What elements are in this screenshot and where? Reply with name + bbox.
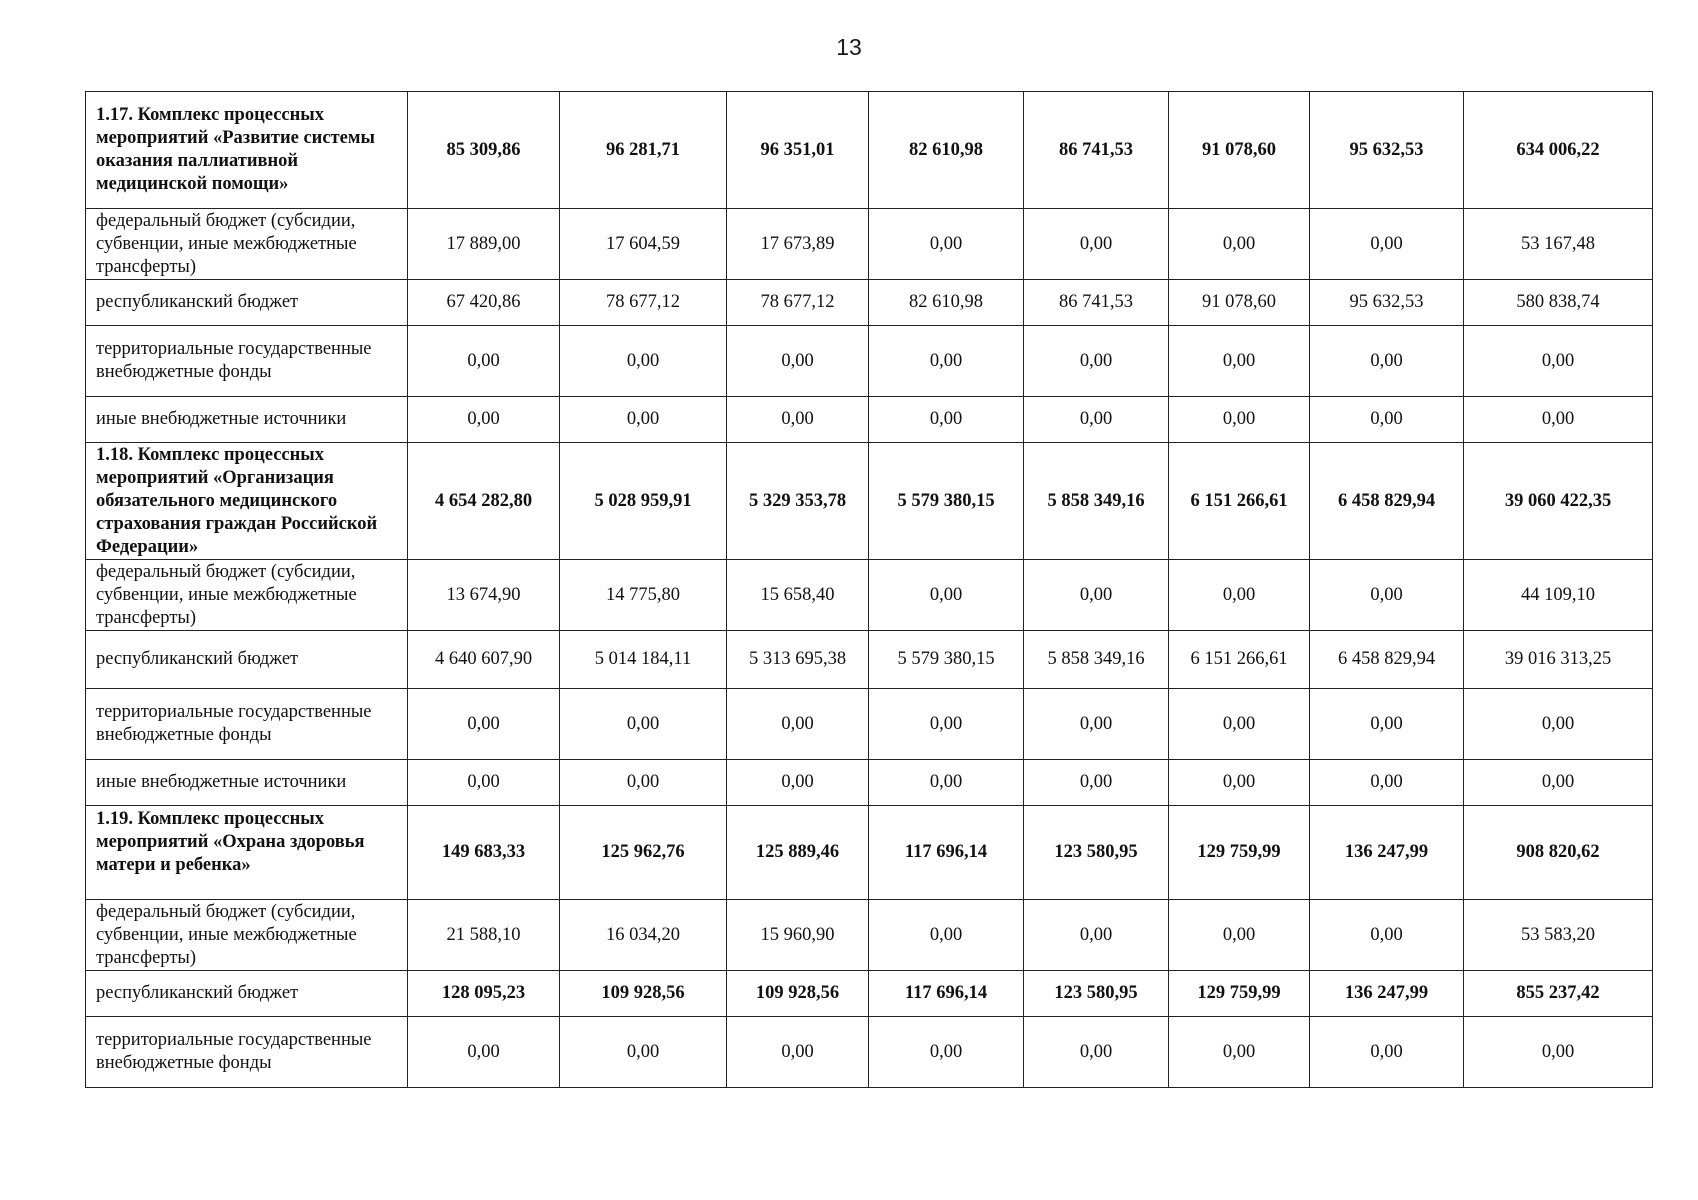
- value-cell: 129 759,99: [1169, 806, 1310, 900]
- total-cell: 634 006,22: [1464, 92, 1653, 209]
- value-cell: 0,00: [1310, 760, 1464, 806]
- value-cell: 16 034,20: [560, 900, 727, 971]
- value-cell: 0,00: [1310, 209, 1464, 280]
- table-row: [86, 631, 1653, 689]
- value-cell: 5 014 184,11: [560, 631, 727, 689]
- total-cell: 53 167,48: [1464, 209, 1653, 280]
- value-cell: 15 658,40: [727, 560, 869, 631]
- value-cell: 5 858 349,16: [1024, 443, 1169, 560]
- value-cell: 0,00: [1310, 689, 1464, 760]
- value-cell: 0,00: [1169, 560, 1310, 631]
- table-row-section: [86, 443, 1653, 560]
- total-cell: 0,00: [1464, 1017, 1653, 1088]
- row-label: республиканский бюджет: [86, 971, 408, 1017]
- row-label: 1.17. Комплекс процессных мероприятий «Развитие системы оказания паллиативной медицинской помощи»: [86, 92, 408, 209]
- value-cell: 128 095,23: [408, 971, 560, 1017]
- value-cell: 0,00: [1169, 760, 1310, 806]
- value-cell: 78 677,12: [727, 280, 869, 326]
- value-cell: 0,00: [869, 560, 1024, 631]
- row-label: территориальные государственные внебюджетные фонды: [86, 1017, 408, 1088]
- value-cell: 0,00: [1310, 397, 1464, 443]
- value-cell: 0,00: [1024, 900, 1169, 971]
- table-row: [86, 1017, 1653, 1088]
- value-cell: 82 610,98: [869, 92, 1024, 209]
- value-cell: 0,00: [869, 689, 1024, 760]
- value-cell: 0,00: [1024, 1017, 1169, 1088]
- value-cell: 91 078,60: [1169, 92, 1310, 209]
- total-cell: 855 237,42: [1464, 971, 1653, 1017]
- value-cell: 17 673,89: [727, 209, 869, 280]
- value-cell: 125 889,46: [727, 806, 869, 900]
- value-cell: 109 928,56: [560, 971, 727, 1017]
- row-label: 1.19. Комплекс процессных мероприятий «Охрана здоровья матери и ребенка»: [86, 806, 408, 900]
- value-cell: 96 351,01: [727, 92, 869, 209]
- value-cell: 0,00: [1169, 209, 1310, 280]
- value-cell: 0,00: [1310, 326, 1464, 397]
- table-row: [86, 900, 1653, 971]
- table-row: [86, 560, 1653, 631]
- value-cell: 149 683,33: [408, 806, 560, 900]
- value-cell: 78 677,12: [560, 280, 727, 326]
- value-cell: 4 640 607,90: [408, 631, 560, 689]
- value-cell: 5 313 695,38: [727, 631, 869, 689]
- row-label: республиканский бюджет: [86, 280, 408, 326]
- table-row-section: [86, 92, 1653, 209]
- value-cell: 0,00: [408, 397, 560, 443]
- total-cell: 0,00: [1464, 760, 1653, 806]
- value-cell: 0,00: [1024, 560, 1169, 631]
- value-cell: 136 247,99: [1310, 806, 1464, 900]
- value-cell: 0,00: [1169, 397, 1310, 443]
- value-cell: 0,00: [1169, 900, 1310, 971]
- value-cell: 0,00: [869, 760, 1024, 806]
- value-cell: 123 580,95: [1024, 971, 1169, 1017]
- value-cell: 125 962,76: [560, 806, 727, 900]
- row-label: территориальные государственные внебюджетные фонды: [86, 326, 408, 397]
- page-number: 13: [836, 34, 862, 60]
- value-cell: 0,00: [408, 326, 560, 397]
- value-cell: 117 696,14: [869, 806, 1024, 900]
- value-cell: 5 858 349,16: [1024, 631, 1169, 689]
- value-cell: 0,00: [869, 209, 1024, 280]
- total-cell: 0,00: [1464, 689, 1653, 760]
- value-cell: 6 151 266,61: [1169, 631, 1310, 689]
- value-cell: 14 775,80: [560, 560, 727, 631]
- value-cell: 6 458 829,94: [1310, 443, 1464, 560]
- value-cell: 5 579 380,15: [869, 631, 1024, 689]
- value-cell: 136 247,99: [1310, 971, 1464, 1017]
- total-cell: 0,00: [1464, 397, 1653, 443]
- table-row: [86, 280, 1653, 326]
- value-cell: 123 580,95: [1024, 806, 1169, 900]
- value-cell: 17 889,00: [408, 209, 560, 280]
- total-cell: 0,00: [1464, 326, 1653, 397]
- value-cell: 21 588,10: [408, 900, 560, 971]
- table-row: [86, 971, 1653, 1017]
- value-cell: 5 579 380,15: [869, 443, 1024, 560]
- value-cell: 0,00: [1310, 900, 1464, 971]
- value-cell: 0,00: [1169, 1017, 1310, 1088]
- value-cell: 0,00: [1169, 326, 1310, 397]
- value-cell: 0,00: [869, 397, 1024, 443]
- value-cell: 129 759,99: [1169, 971, 1310, 1017]
- table-row: [86, 209, 1653, 280]
- value-cell: 0,00: [560, 326, 727, 397]
- value-cell: 0,00: [1310, 1017, 1464, 1088]
- table-row: [86, 760, 1653, 806]
- total-cell: 39 060 422,35: [1464, 443, 1653, 560]
- value-cell: 0,00: [1024, 326, 1169, 397]
- row-label: 1.18. Комплекс процессных мероприятий «Организация обязательного медицинского страхования граждан Российской Федерации»: [86, 443, 408, 560]
- row-label: территориальные государственные внебюджетные фонды: [86, 689, 408, 760]
- value-cell: 85 309,86: [408, 92, 560, 209]
- value-cell: 5 028 959,91: [560, 443, 727, 560]
- value-cell: 0,00: [1024, 689, 1169, 760]
- value-cell: 86 741,53: [1024, 280, 1169, 326]
- value-cell: 0,00: [1024, 397, 1169, 443]
- value-cell: 6 151 266,61: [1169, 443, 1310, 560]
- budget-table: [85, 91, 1653, 1088]
- row-label: федеральный бюджет (субсидии, субвенции, иные межбюджетные трансферты): [86, 209, 408, 280]
- value-cell: 6 458 829,94: [1310, 631, 1464, 689]
- value-cell: 0,00: [560, 689, 727, 760]
- value-cell: 0,00: [869, 900, 1024, 971]
- value-cell: 0,00: [1310, 560, 1464, 631]
- value-cell: 15 960,90: [727, 900, 869, 971]
- value-cell: 117 696,14: [869, 971, 1024, 1017]
- value-cell: 0,00: [727, 326, 869, 397]
- row-label: федеральный бюджет (субсидии, субвенции, иные межбюджетные трансферты): [86, 900, 408, 971]
- table-row-section: [86, 806, 1653, 900]
- value-cell: 91 078,60: [1169, 280, 1310, 326]
- total-cell: 908 820,62: [1464, 806, 1653, 900]
- value-cell: 0,00: [408, 760, 560, 806]
- value-cell: 0,00: [560, 1017, 727, 1088]
- total-cell: 580 838,74: [1464, 280, 1653, 326]
- row-label: иные внебюджетные источники: [86, 760, 408, 806]
- value-cell: 95 632,53: [1310, 280, 1464, 326]
- value-cell: 96 281,71: [560, 92, 727, 209]
- value-cell: 0,00: [1024, 760, 1169, 806]
- value-cell: 0,00: [727, 760, 869, 806]
- value-cell: 0,00: [869, 1017, 1024, 1088]
- value-cell: 0,00: [408, 689, 560, 760]
- value-cell: 0,00: [727, 689, 869, 760]
- row-label: федеральный бюджет (субсидии, субвенции, иные межбюджетные трансферты): [86, 560, 408, 631]
- table-row: [86, 326, 1653, 397]
- table-body: [86, 92, 1653, 1088]
- value-cell: 95 632,53: [1310, 92, 1464, 209]
- value-cell: 4 654 282,80: [408, 443, 560, 560]
- value-cell: 5 329 353,78: [727, 443, 869, 560]
- value-cell: 0,00: [1169, 689, 1310, 760]
- value-cell: 0,00: [560, 397, 727, 443]
- value-cell: 0,00: [1024, 209, 1169, 280]
- total-cell: 53 583,20: [1464, 900, 1653, 971]
- value-cell: 82 610,98: [869, 280, 1024, 326]
- value-cell: 86 741,53: [1024, 92, 1169, 209]
- row-label: иные внебюджетные источники: [86, 397, 408, 443]
- table-row: [86, 397, 1653, 443]
- value-cell: 0,00: [727, 397, 869, 443]
- value-cell: 0,00: [560, 760, 727, 806]
- value-cell: 67 420,86: [408, 280, 560, 326]
- total-cell: 39 016 313,25: [1464, 631, 1653, 689]
- table-row: [86, 689, 1653, 760]
- row-label: республиканский бюджет: [86, 631, 408, 689]
- total-cell: 44 109,10: [1464, 560, 1653, 631]
- value-cell: 0,00: [727, 1017, 869, 1088]
- value-cell: 13 674,90: [408, 560, 560, 631]
- value-cell: 0,00: [408, 1017, 560, 1088]
- value-cell: 109 928,56: [727, 971, 869, 1017]
- value-cell: 17 604,59: [560, 209, 727, 280]
- value-cell: 0,00: [869, 326, 1024, 397]
